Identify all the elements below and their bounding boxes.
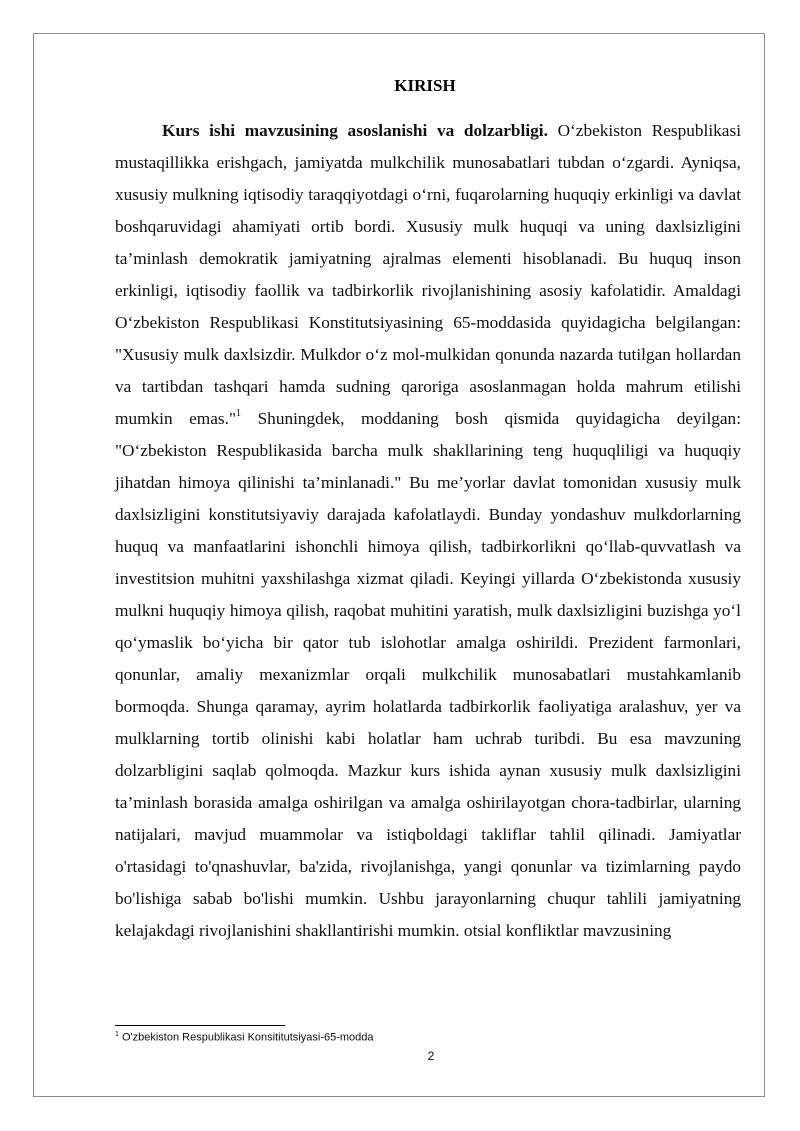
footnote-reference[interactable]: 1 bbox=[236, 408, 242, 420]
paragraph-text-part1: O‘zbekiston Respublikasi mustaqillikka erishgach, jamiyatda mulkchilik munosabatlari tubdan o‘zgardi. Ayniqsa, xususiy mulkning iqtisodiy taraqqiyotdagi o‘rni, fuqarolarning huquqiy erkinligi va davlat boshqaruvidagi ahamiyati ortib bordi. Xususiy mulk huquqi va uning daxlsizligini ta’minlash demokratik jamiyatning ajralmas elementi hisoblanadi. Bu huquq inson erkinligi, iqtisodiy faollik va tadbirkorlik rivojlanishining asosiy kafolatidir. Amaldagi O‘zbekiston Respublikasi Konstitutsiyasining 65-moddasida quyidagicha belgilangan: "Xususiy mulk daxlsizdir. Mulkdor o‘z mol-mulkidan qonunda nazarda tutilgan hollardan va tartibdan tashqari hamda sudning qaroriga asoslanmagan holda mahrum etilishi mumkin emas." bbox=[115, 121, 741, 428]
footnote-marker: 1 bbox=[115, 1031, 119, 1038]
paragraph-text-part2: Shuningdek, moddaning bosh qismida quyidagicha deyilgan: "O‘zbekiston Respublikasida barcha mulk shakllarining teng huquqliligi va huquqiy jihatdan himoya qilinishi ta’minlanadi." Bu me’yorlar davlat tomonidan xususiy mulk daxlsizligini konstitutsiyaviy darajada kafolatlaydi. Bunday yondashuv mulkdorlarning huquq va manfaatlarini ishonchli himoya qilish, tadbirkorlikni qo‘llab-quvvatlash va investitsion muhitni yaxshilashga xizmat qiladi. Keyingi yillarda O‘zbekistonda xususiy mulkni huquqiy himoya qilish, raqobat muhitini yaratish, mulk daxlsizligini buzishga yo‘l qo‘ymaslik bo‘yicha bir qator tub islohotlar amalga oshirildi. Prezident farmonlari, qonunlar, amaliy mexanizmlar orqali mulkchilik munosabatlari mustahkamlanib bormoqda. Shunga qaramay, ayrim holatlarda tadbirkorlik faoliyatiga aralashuv, yer va mulklarning tortib olinishi kabi holatlar ham uchrab turibdi. Bu esa mavzuning dolzarbligini saqlab qolmoqda. Mazkur kurs ishida aynan xususiy mulk daxlsizligini ta’minlash borasida amalga oshirilgan va amalga oshirilayotgan chora-tadbirlar, ularning natijalari, mavjud muammolar va istiqboldagi takliflar tahlil qilinadi. Jamiyatlar o'rtasidagi to'qnashuvlar, ba'zida, rivojlanishga, yangi qonunlar va tizimlarning paydo bo'lishiga sabab bo'lishi mumkin. Ushbu jarayonlarning chuqur tahlili jamiyatning kelajakdagi rivojlanishini shakllantirishi mumkin. otsial konfliktlar mavzusining bbox=[115, 409, 742, 940]
page-heading: KIRISH bbox=[394, 76, 456, 95]
footnote-text: O'zbekiston Respublikasi Konsititutsiyasi-65-modda bbox=[118, 1031, 374, 1044]
footnote-separator bbox=[115, 1025, 285, 1026]
page-number: 2 bbox=[427, 1049, 435, 1063]
body-paragraph bbox=[115, 115, 741, 947]
lead-bold-text: Kurs ishi mavzusining asoslanishi va dolzarbligi. bbox=[162, 121, 548, 140]
footnote bbox=[115, 1031, 374, 1044]
